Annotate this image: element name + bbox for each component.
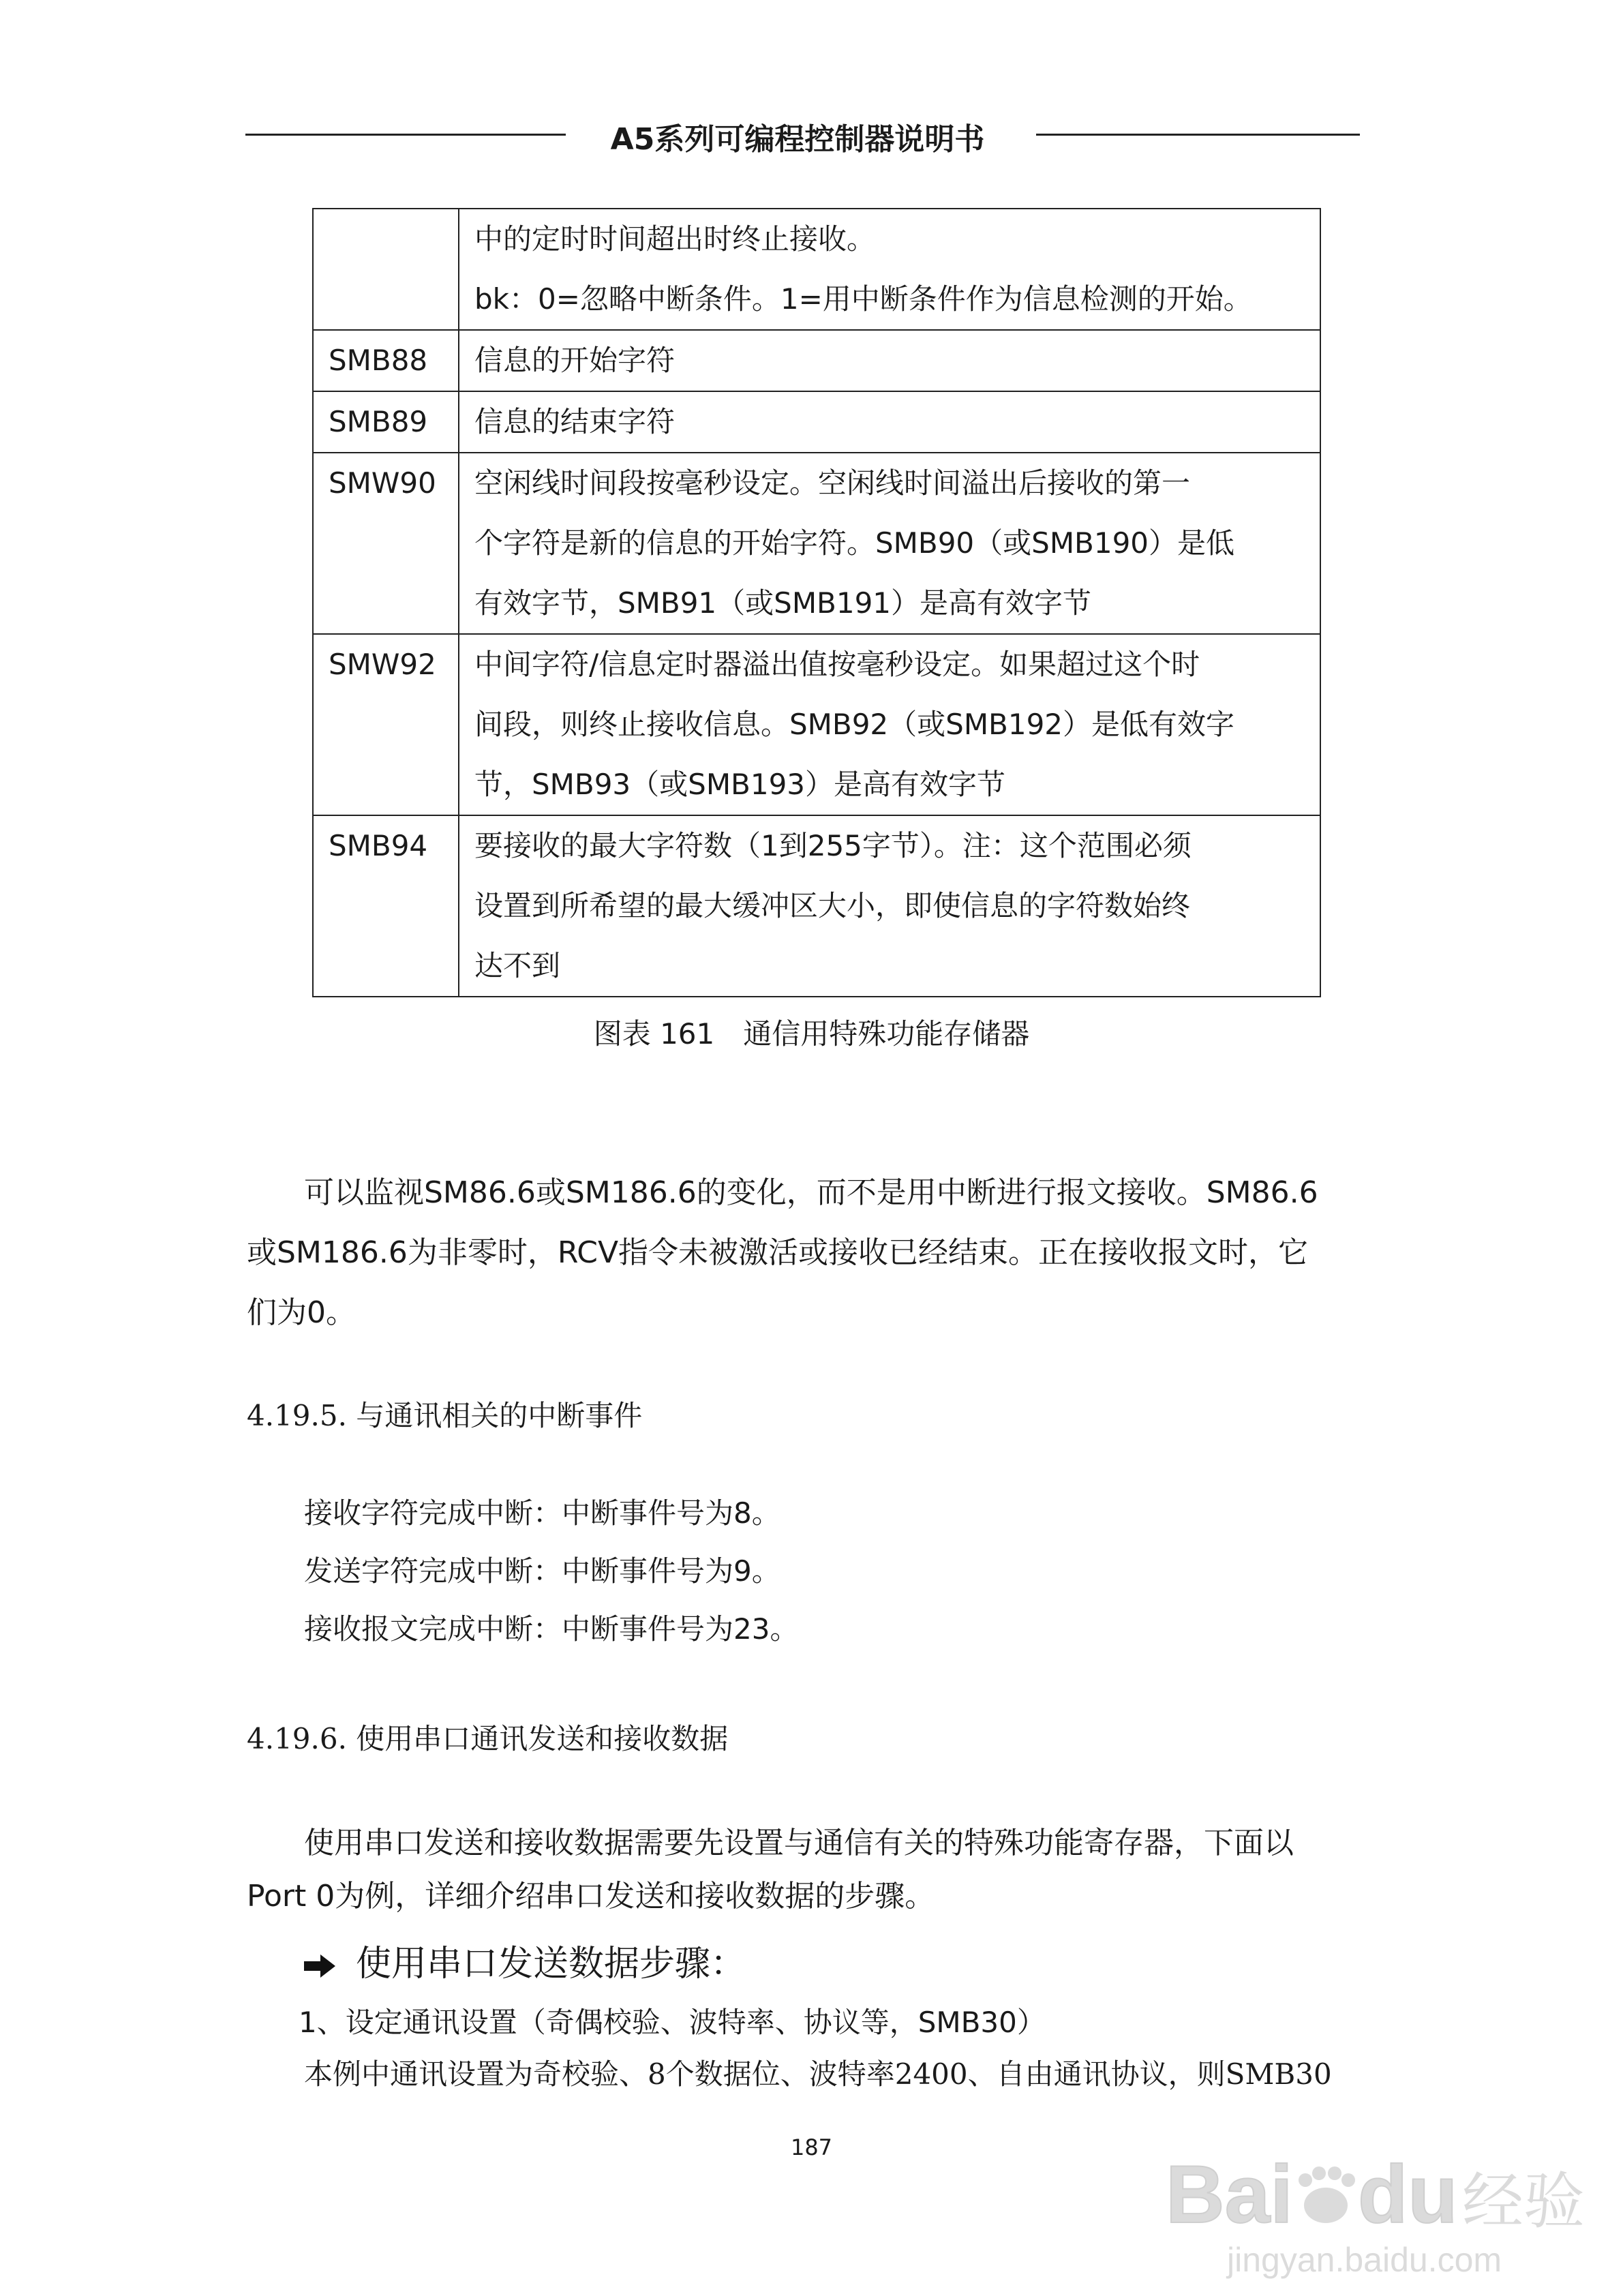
description-line: 有效字节，SMB91（或SMB191）是高有效字节 <box>474 586 1092 620</box>
register-cell: SMW90 <box>313 453 459 634</box>
register-cell: SMB94 <box>313 815 459 997</box>
header-title: A5系列可编程控制器说明书 <box>610 122 985 157</box>
description-line: 空闲线时间段按毫秒设定。空闲线时间溢出后接收的第一 <box>474 466 1191 500</box>
table-row <box>313 815 1320 997</box>
description-line: 中的定时时间超出时终止接收。 <box>474 222 876 256</box>
description-line: 节，SMB93（或SMB193）是高有效字节 <box>474 768 1006 801</box>
step-heading-text: 使用串口发送数据步骤： <box>356 1944 746 1984</box>
table-caption: 图表 161 通信用特殊功能存储器 <box>593 1017 1030 1051</box>
description-cell <box>459 634 1320 815</box>
example-line: 本例中通讯设置为奇校验、8个数据位、波特率2400、自由通讯协议，则SMB30 <box>304 2057 1332 2091</box>
description-cell <box>459 815 1320 997</box>
section-heading: 4.19.5. 与通讯相关的中断事件 <box>247 1399 643 1432</box>
svg-text:du: du <box>1358 2149 1458 2240</box>
table-row <box>313 391 1320 453</box>
interrupt-item: 发送字符完成中断：中断事件号为9。 <box>304 1554 780 1588</box>
paragraph-line: 使用串口发送和接收数据需要先设置与通信有关的特殊功能寄存器，下面以 <box>304 1826 1294 1860</box>
paragraph-line: 或SM186.6为非零时，RCV指令未被激活或接收已经结束。正在接收报文时，它 <box>247 1235 1309 1270</box>
paragraph-line: 可以监视SM86.6或SM186.6的变化，而不是用中断进行报文接收。SM86.6 <box>304 1175 1318 1210</box>
description-line: 中间字符/信息定时器溢出值按毫秒设定。如果超过这个时 <box>474 648 1200 681</box>
description-cell <box>459 330 1320 391</box>
description-cell <box>459 209 1320 330</box>
section-heading: 4.19.6. 使用串口通讯发送和接收数据 <box>247 1722 729 1755</box>
register-cell <box>313 209 459 330</box>
description-line: 要接收的最大字符数（1到255字节）。注：这个范围必须 <box>474 829 1192 862</box>
description-line: bk：0=忽略中断条件。1=用中断条件作为信息检测的开始。 <box>474 282 1252 316</box>
table-row <box>313 209 1320 330</box>
interrupt-item: 接收报文完成中断：中断事件号为23。 <box>304 1612 799 1646</box>
header-rule-left <box>245 134 566 136</box>
page-number: 187 <box>790 2134 833 2160</box>
register-cell: SMB89 <box>313 391 459 453</box>
baidu-watermark-logo <box>1159 2147 1595 2284</box>
step-line: 1、设定通讯设置（奇偶校验、波特率、协议等，SMB30） <box>299 2006 1046 2039</box>
header-rule-right <box>1036 134 1360 136</box>
table-row <box>313 453 1320 634</box>
svg-text:jingyan.baidu.com: jingyan.baidu.com <box>1227 2241 1502 2279</box>
step-heading <box>304 1935 746 1986</box>
paragraph-line: 们为0。 <box>247 1295 356 1330</box>
description-line: 信息的结束字符 <box>474 405 676 438</box>
description-line: 设置到所希望的最大缓冲区大小，即使信息的字符数始终 <box>474 889 1191 922</box>
svg-text:Bai: Bai <box>1166 2149 1293 2240</box>
description-line: 间段，则终止接收信息。SMB92（或SMB192）是低有效字 <box>474 708 1235 741</box>
arrow-right-icon <box>304 1954 335 1978</box>
register-cell: SMW92 <box>313 634 459 815</box>
description-line: 信息的开始字符 <box>474 344 676 377</box>
interrupt-item: 接收字符完成中断：中断事件号为8。 <box>304 1496 780 1530</box>
register-cell: SMB88 <box>313 330 459 391</box>
svg-text:经验: 经验 <box>1462 2166 1585 2237</box>
description-cell <box>459 453 1320 634</box>
description-cell <box>459 391 1320 453</box>
table-row <box>313 634 1320 815</box>
description-line: 达不到 <box>474 949 561 982</box>
paragraph-line: Port 0为例，详细介绍串口发送和接收数据的步骤。 <box>247 1879 935 1914</box>
register-table <box>312 208 1321 997</box>
description-line: 个字符是新的信息的开始字符。SMB90（或SMB190）是低 <box>474 526 1235 560</box>
table-row <box>313 330 1320 391</box>
